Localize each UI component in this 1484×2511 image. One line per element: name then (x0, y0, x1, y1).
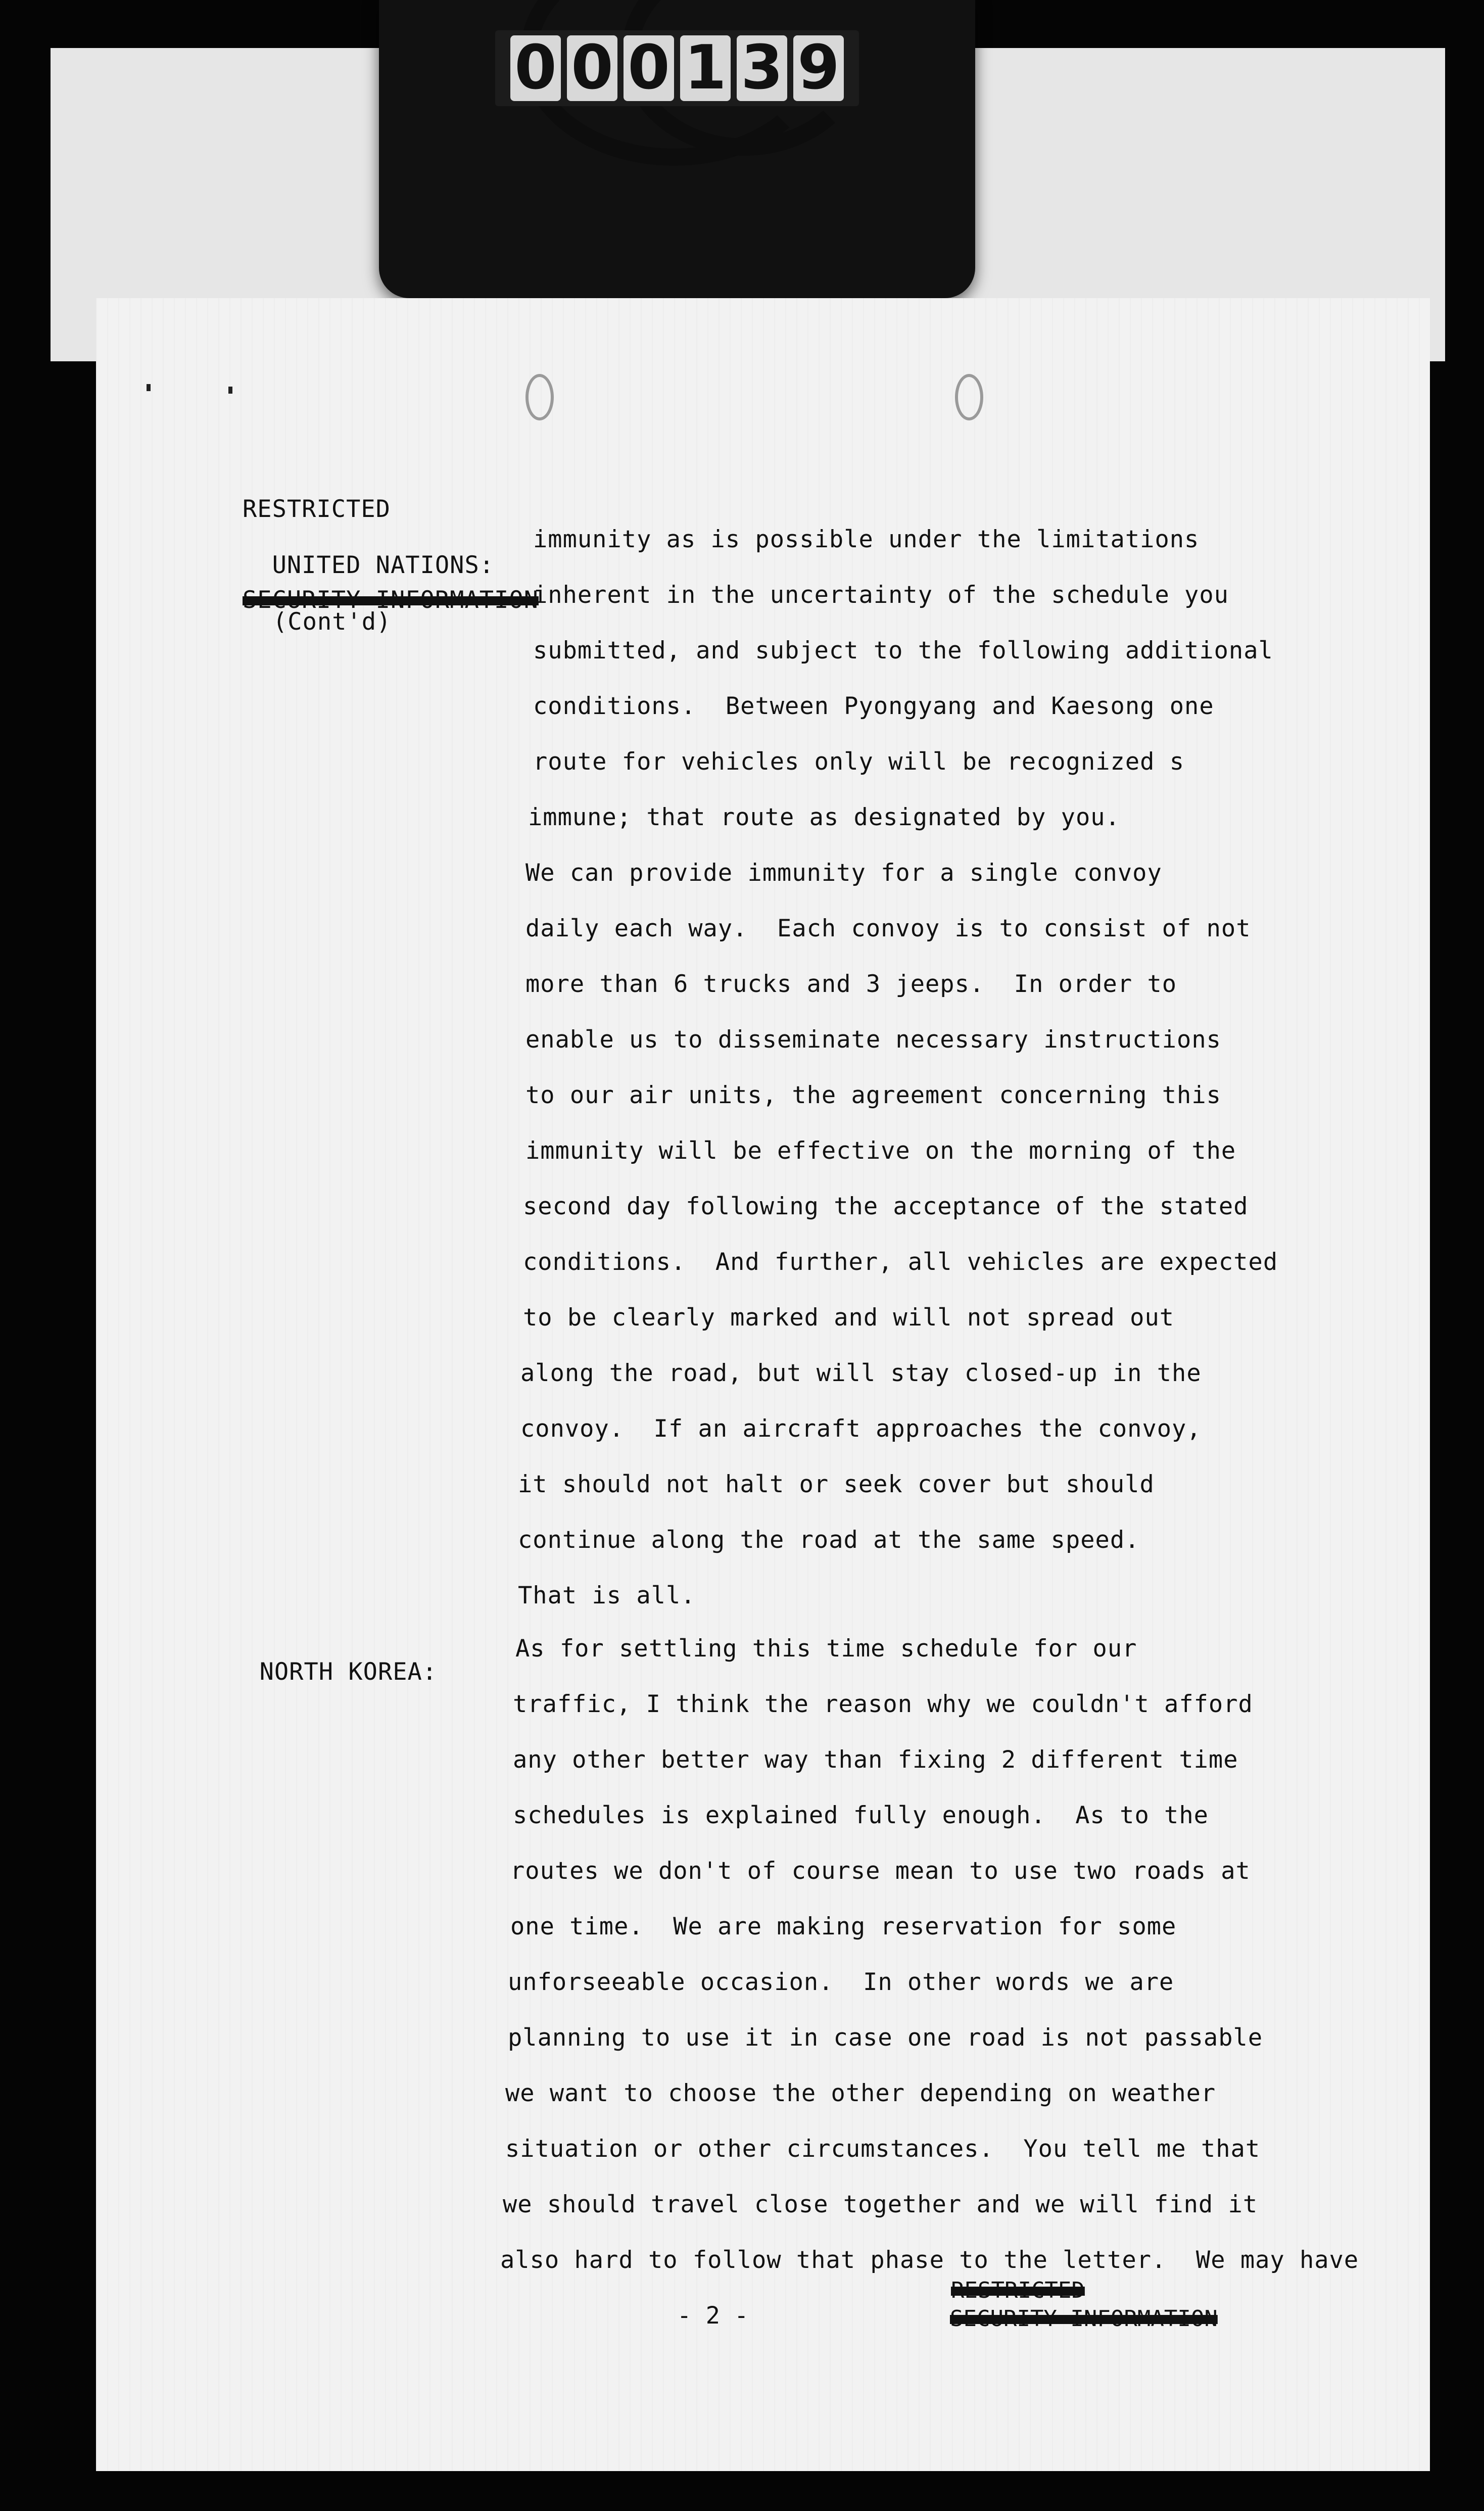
text-line: schedules is explained fully enough. As to the (513, 1802, 1209, 1829)
text-line: We can provide immunity for a single convoy (525, 859, 1162, 887)
speaker-nk (230, 1630, 437, 1686)
text-line: That is all. (518, 1582, 696, 1609)
text-line: route for vehicles only will be recognized s (533, 748, 1185, 776)
speaker-name: NORTH KOREA: (259, 1658, 438, 1686)
text-line: traffic, I think the reason why we couldn't afford (513, 1690, 1253, 1718)
text-line: also hard to follow that phase to the letter. We may have (500, 2246, 1359, 2274)
counter-digit: 9 (793, 35, 844, 101)
punch-hole (955, 374, 983, 420)
counter-digit: 3 (737, 35, 787, 101)
text-line: we want to choose the other depending on weather (505, 2079, 1216, 2107)
text-line: routes we don't of course mean to use two roads at (510, 1857, 1251, 1885)
text-line: to be clearly marked and will not spread out (523, 1304, 1175, 1332)
text-line: along the road, but will stay closed-up in the (520, 1359, 1202, 1387)
speck (147, 384, 151, 391)
punch-hole (525, 374, 554, 420)
classification-label-struck: SECURITY INFORMATION (243, 586, 539, 614)
text-line: immune; that route as designated by you. (528, 803, 1120, 831)
text-line: second day following the acceptance of the stated (523, 1193, 1249, 1220)
counter-digit: 0 (567, 35, 617, 101)
text-line: convoy. If an aircraft approaches the convoy, (520, 1415, 1202, 1443)
frame-counter (379, 0, 975, 298)
text-line: As for settling this time schedule for our (515, 1635, 1137, 1663)
text-line: situation or other circumstances. You tell me that (505, 2135, 1261, 2163)
speck (228, 387, 232, 394)
text-line: immunity as is possible under the limitations (533, 526, 1200, 553)
counter-window (495, 30, 859, 106)
page-number: - 2 - (677, 2302, 749, 2330)
text-line: more than 6 trucks and 3 jeeps. In order to (525, 970, 1177, 998)
text-line: to our air units, the agreement concerning this (525, 1081, 1221, 1109)
speaker-name: UNITED NATIONS: (272, 551, 495, 579)
speaker-un (243, 523, 494, 665)
text-line: unforseeable occasion. In other words we are (508, 1968, 1174, 1996)
text-line: continue along the road at the same speed. (518, 1526, 1140, 1554)
classification-label-struck: SECURITY INFORMATION (950, 2306, 1218, 2332)
footer-classification (950, 2277, 1218, 2333)
text-line: planning to use it in case one road is not passable (508, 2024, 1263, 2052)
counter-digit: 0 (624, 35, 674, 101)
text-line: one time. We are making reservation for some (510, 1913, 1177, 1940)
text-line: enable us to disseminate necessary instructions (525, 1026, 1221, 1054)
counter-digit: 0 (510, 35, 561, 101)
classification-label: RESTRICTED (243, 495, 391, 523)
text-line: immunity will be effective on the morning of the (525, 1137, 1236, 1165)
text-line: it should not halt or seek cover but should (518, 1471, 1155, 1498)
text-line: daily each way. Each convoy is to consist of not (525, 915, 1251, 942)
text-line: inherent in the uncertainty of the schedule you (533, 581, 1229, 609)
text-line: submitted, and subject to the following additional (533, 637, 1273, 665)
speaker-continued: (Cont'd) (273, 608, 392, 636)
text-line: conditions. And further, all vehicles are expected (523, 1248, 1278, 1276)
text-line: conditions. Between Pyongyang and Kaesong one (533, 692, 1214, 720)
text-line: any other better way than fixing 2 different time (513, 1746, 1238, 1774)
text-line: we should travel close together and we will find it (503, 2191, 1258, 2218)
counter-digit: 1 (680, 35, 731, 101)
classification-label-struck: RESTRICTED (951, 2278, 1085, 2303)
